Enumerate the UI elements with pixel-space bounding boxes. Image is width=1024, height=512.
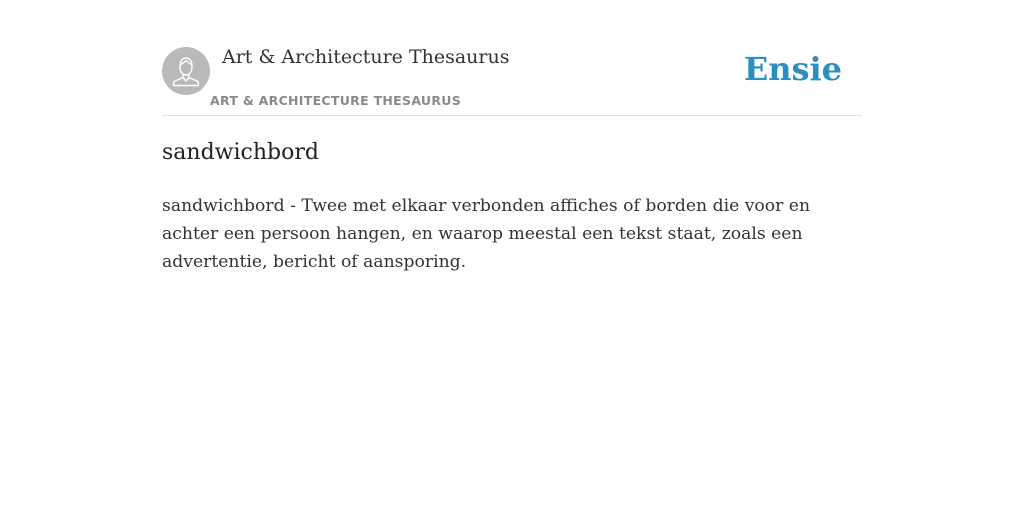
user-icon bbox=[162, 47, 210, 95]
source-label: ART & ARCHITECTURE THESAURUS bbox=[210, 93, 462, 108]
header bbox=[162, 40, 862, 116]
author-name[interactable]: Art & Architecture Thesaurus bbox=[222, 46, 510, 68]
avatar[interactable] bbox=[162, 47, 210, 95]
brand-logo[interactable]: Ensie bbox=[743, 50, 842, 88]
definition-text: sandwichbord - Twee met elkaar verbonden affiches of borden die voor en achter een persoon hangen, en waarop meestal een tekst staat, zoals een advertentie, bericht of aansporing. bbox=[162, 196, 811, 272]
term-title: sandwichbord bbox=[162, 140, 319, 165]
